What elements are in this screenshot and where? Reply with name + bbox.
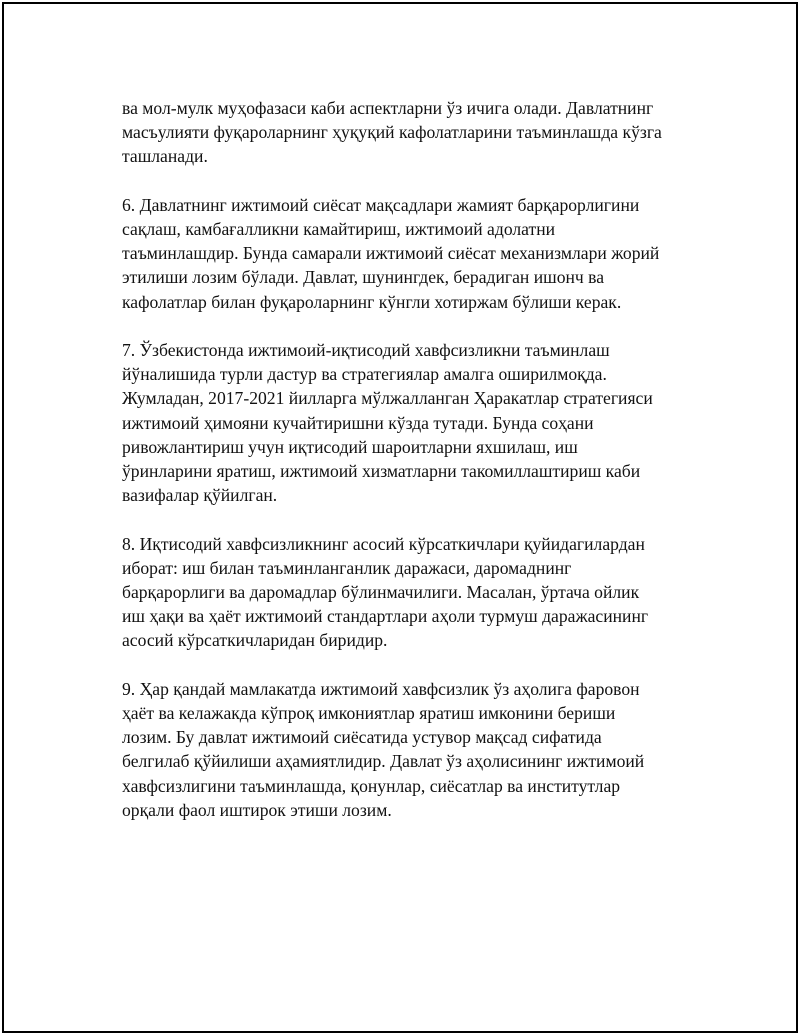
paragraph-7: 7. Ўзбекистонда ижтимоий-иқтисодий хавфсизликни таъминлаш йўналишида турли дастур ва стратегиялар амалга оширилмоқда. Жумладан, 2017-2021 йилларга мўлжалланган Ҳаракатлар стратегияси ижтимоий ҳимояни кучайтиришни кўзда тутади. Бунда соҳани ривожлантириш учун иқтисодий шароитларни яхшилаш, иш ўринларини яратиш, ижтимоий хизматларни такомиллаштириш каби вазифалар қўйилган. — [122, 340, 653, 506]
paragraph-6: 6. Давлатнинг ижтимоий сиёсат мақсадлари жамият барқарорлигини сақлаш, камбағалликни камайтириш, ижтимоий адолатни таъминлашдир. Бунда самарали ижтимоий сиёсат механизмлари жорий этилиши лозим бўлади. Давлат, шунингдек, берадиган ишонч ва кафолатлар билан фуқароларнинг кўнгли хотиржам бўлиши керак. — [122, 194, 660, 312]
paragraph-8: 8. Иқтисодий хавфсизликнинг асосий кўрсаткичлари қуйидагилардан иборат: иш билан таъминланганлик даражаси, даромаднинг барқарорлиги ва даромадлар бўлинмачилиги. Масалан, ўртача ойлик иш ҳақи ва ҳаёт ижтимоий стандартлари аҳоли турмуш даражасининг асосий кўрсаткичларидан биридир. — [122, 533, 649, 651]
page-frame — [2, 2, 798, 1033]
document-body — [122, 96, 712, 846]
paragraph-9: 9. Ҳар қандай мамлакатда ижтимоий хавфсизлик ўз аҳолига фаровон ҳаёт ва келажакда кўпроқ имкониятлар яратиш имконини бериши лозим. Бу давлат ижтимоий сиёсатида устувор мақсад сифатида белгилаб қўйилиши аҳамиятлидир. Давлат ўз аҳолисининг ижтимоий хавфсизлигини таъминлашда, қонунлар, сиёсатлар ва институтлар орқали фаол иштирок этиши лозим. — [122, 678, 645, 820]
paragraph-continuation: ва мол-мулк муҳофазаси каби аспектларни ўз ичига олади. Давлатнинг масъулияти фуқароларнинг ҳуқуқий кафолатларини таъминлашда кўзга ташланади. — [122, 98, 662, 167]
